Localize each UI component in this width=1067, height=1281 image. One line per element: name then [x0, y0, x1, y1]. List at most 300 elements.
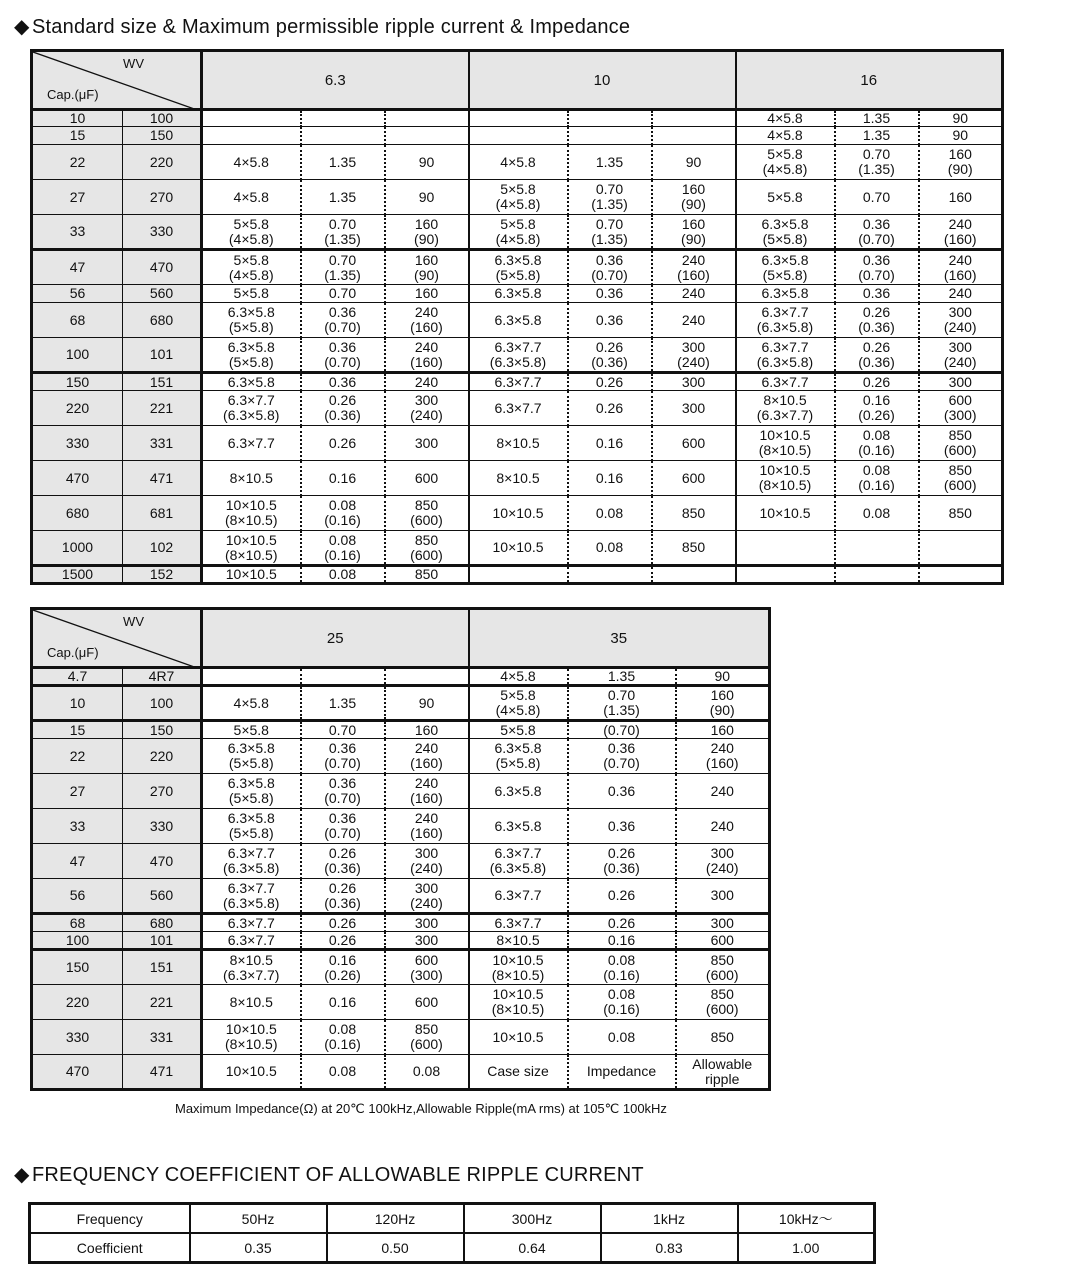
impedance-cell: 0.16 — [568, 461, 652, 496]
impedance-cell — [568, 127, 652, 145]
ripple-cell: 240 — [385, 373, 469, 391]
frequency-row — [30, 1204, 875, 1234]
impedance-cell: 1.35 — [835, 127, 919, 145]
impedance-cell: 0.26 — [301, 914, 385, 932]
cap-label: Cap.(μF) — [47, 87, 99, 102]
capacitance-cell: 10 — [32, 110, 123, 127]
impedance-cell: 0.08 — [568, 1020, 676, 1055]
capacitance-cell: 56 — [32, 879, 123, 914]
impedance-cell: 0.26 — [568, 879, 676, 914]
case-size-cell: 10×10.5 (8×10.5) — [469, 985, 568, 1020]
table-row — [32, 879, 770, 914]
table-row — [32, 285, 1003, 303]
case-size-cell: 10×10.5 (8×10.5) — [202, 531, 301, 566]
ripple-cell: 300 — [385, 932, 469, 950]
impedance-cell: 0.70 — [301, 285, 385, 303]
code-cell: 151 — [123, 373, 202, 391]
ripple-cell: 850 (600) — [676, 985, 770, 1020]
impedance-cell: 0.08 (0.16) — [835, 461, 919, 496]
capacitance-cell: 33 — [32, 809, 123, 844]
impedance-cell: 0.16 (0.26) — [301, 950, 385, 985]
case-size-cell: 4×5.8 — [469, 145, 568, 180]
ripple-cell: 850 (600) — [385, 496, 469, 531]
ripple-cell: 0.08 — [385, 1055, 469, 1090]
header-corner — [32, 609, 202, 668]
code-cell: 102 — [123, 531, 202, 566]
capacitance-cell: 10 — [32, 686, 123, 721]
case-size-cell — [469, 566, 568, 584]
impedance-cell: 0.26 (0.36) — [568, 338, 652, 373]
ripple-cell: 300 — [652, 391, 736, 426]
case-size-cell: 6.3×5.8 (5×5.8) — [736, 250, 835, 285]
case-size-cell — [469, 110, 568, 127]
code-cell: 220 — [123, 145, 202, 180]
case-size-cell: 10×10.5 (8×10.5) — [736, 461, 835, 496]
ripple-cell: Allowable ripple — [676, 1055, 770, 1090]
impedance-cell: 0.36 (0.70) — [568, 739, 676, 774]
ripple-cell: 300 — [676, 914, 770, 932]
coefficient-cell: 0.83 — [601, 1233, 738, 1263]
case-size-cell: 6.3×5.8 (5×5.8) — [202, 338, 301, 373]
impedance-cell — [301, 668, 385, 686]
case-size-cell: 6.3×7.7 (6.3×5.8) — [736, 338, 835, 373]
ripple-cell: 600 — [652, 426, 736, 461]
wv-label: WV — [123, 614, 144, 629]
table-row — [32, 373, 1003, 391]
impedance-cell: 1.35 — [835, 110, 919, 127]
case-size-cell: 6.3×5.8 (5×5.8) — [202, 739, 301, 774]
impedance-cell: 0.16 — [301, 461, 385, 496]
impedance-cell: 0.08 — [568, 531, 652, 566]
code-cell: 331 — [123, 1020, 202, 1055]
case-size-cell: 6.3×7.7 (6.3×5.8) — [202, 879, 301, 914]
case-size-cell: 6.3×5.8 — [736, 285, 835, 303]
case-size-cell: 6.3×7.7 — [469, 879, 568, 914]
impedance-cell: 0.26 — [835, 373, 919, 391]
impedance-cell: Impedance — [568, 1055, 676, 1090]
table-row — [32, 739, 770, 774]
code-cell: 270 — [123, 180, 202, 215]
impedance-cell: 0.70 (1.35) — [568, 686, 676, 721]
code-cell: 681 — [123, 496, 202, 531]
case-size-cell: 10×10.5 — [202, 1055, 301, 1090]
case-size-cell: 5×5.8 (4×5.8) — [469, 180, 568, 215]
code-cell: 560 — [123, 879, 202, 914]
frequency-cell: 120Hz — [327, 1204, 464, 1234]
ripple-cell — [652, 110, 736, 127]
ripple-cell: 160 (90) — [919, 145, 1003, 180]
ripple-cell — [652, 566, 736, 584]
ripple-cell: 160 — [385, 285, 469, 303]
ripple-cell: 240 — [919, 285, 1003, 303]
diamond-bullet-icon: ◆ — [14, 1164, 30, 1186]
ripple-cell — [652, 127, 736, 145]
code-cell: 152 — [123, 566, 202, 584]
table-row — [32, 127, 1003, 145]
voltage-header: 10 — [469, 51, 736, 110]
impedance-cell: 0.70 (1.35) — [301, 250, 385, 285]
diamond-bullet-icon: ◆ — [14, 16, 30, 38]
case-size-cell: 5×5.8 — [202, 285, 301, 303]
table-row — [32, 496, 1003, 531]
ripple-cell: 850 — [676, 1020, 770, 1055]
impedance-cell: 0.36 (0.70) — [301, 774, 385, 809]
code-cell: 220 — [123, 739, 202, 774]
case-size-cell: 6.3×5.8 — [469, 809, 568, 844]
ripple-cell: 300 (240) — [385, 844, 469, 879]
impedance-cell: (0.70) — [568, 721, 676, 739]
case-size-cell: 6.3×5.8 — [469, 285, 568, 303]
table-row — [32, 721, 770, 739]
impedance-cell: 0.08 — [568, 496, 652, 531]
impedance-cell: 0.70 — [301, 721, 385, 739]
ripple-cell: 160 (90) — [676, 686, 770, 721]
case-size-cell: 6.3×7.7 — [202, 932, 301, 950]
impedance-cell: 1.35 — [301, 180, 385, 215]
impedance-cell: 0.36 (0.70) — [835, 250, 919, 285]
capacitance-cell: 680 — [32, 496, 123, 531]
case-size-cell: 10×10.5 — [202, 566, 301, 584]
table-row — [32, 686, 770, 721]
case-size-cell: 8×10.5 — [202, 985, 301, 1020]
capacitance-cell: 4.7 — [32, 668, 123, 686]
impedance-cell: 0.08 (0.16) — [301, 531, 385, 566]
case-size-cell: 4×5.8 — [202, 686, 301, 721]
case-size-cell — [202, 127, 301, 145]
ripple-cell: 600 (300) — [385, 950, 469, 985]
frequency-cell: 50Hz — [190, 1204, 327, 1234]
capacitance-cell: 56 — [32, 285, 123, 303]
case-size-cell: 10×10.5 — [469, 1020, 568, 1055]
ripple-cell: 90 — [652, 145, 736, 180]
ripple-cell: 850 (600) — [385, 1020, 469, 1055]
capacitance-cell: 22 — [32, 145, 123, 180]
case-size-cell: 6.3×7.7 — [202, 426, 301, 461]
capacitance-cell: 33 — [32, 215, 123, 250]
ripple-cell: 850 (600) — [385, 531, 469, 566]
ripple-cell: 600 (300) — [919, 391, 1003, 426]
capacitance-cell: 27 — [32, 180, 123, 215]
impedance-cell: 0.70 (1.35) — [301, 215, 385, 250]
table-row — [32, 180, 1003, 215]
code-cell: 331 — [123, 426, 202, 461]
voltage-header-row — [32, 609, 770, 668]
table-row — [32, 303, 1003, 338]
case-size-cell: 6.3×7.7 — [736, 373, 835, 391]
case-size-cell: 6.3×5.8 (5×5.8) — [202, 809, 301, 844]
frequency-cell: 1kHz — [601, 1204, 738, 1234]
ripple-cell: 240 (160) — [385, 774, 469, 809]
case-size-cell: 6.3×5.8 — [469, 303, 568, 338]
impedance-cell: 0.36 — [568, 303, 652, 338]
impedance-cell: 0.08 — [301, 566, 385, 584]
ripple-cell: 300 (240) — [385, 391, 469, 426]
ripple-cell: 160 (90) — [652, 215, 736, 250]
capacitance-cell: 22 — [32, 739, 123, 774]
code-cell: 471 — [123, 461, 202, 496]
case-size-cell: 6.3×7.7 — [202, 914, 301, 932]
ripple-cell: 240 (160) — [676, 739, 770, 774]
ripple-cell: 90 — [919, 110, 1003, 127]
code-cell: 100 — [123, 110, 202, 127]
table-row — [32, 914, 770, 932]
case-size-cell: 6.3×5.8 (5×5.8) — [202, 303, 301, 338]
case-size-cell: 6.3×7.7 — [469, 373, 568, 391]
ripple-cell: 300 (240) — [652, 338, 736, 373]
ripple-cell: 160 (90) — [385, 215, 469, 250]
impedance-cell: 0.36 (0.70) — [301, 809, 385, 844]
capacitance-cell: 220 — [32, 391, 123, 426]
capacitance-cell: 220 — [32, 985, 123, 1020]
table-row — [32, 932, 770, 950]
ripple-cell: 300 (240) — [919, 303, 1003, 338]
ripple-cell: 300 — [652, 373, 736, 391]
ripple-cell: 850 — [652, 531, 736, 566]
impedance-cell: 0.08 (0.16) — [568, 950, 676, 985]
capacitance-cell: 150 — [32, 373, 123, 391]
code-cell: 680 — [123, 914, 202, 932]
table-row — [32, 531, 1003, 566]
impedance-cell — [568, 110, 652, 127]
ripple-cell: 90 — [919, 127, 1003, 145]
ripple-cell: 600 — [652, 461, 736, 496]
ripple-cell: 600 — [676, 932, 770, 950]
impedance-cell: 0.36 (0.70) — [568, 250, 652, 285]
frequency-coefficient-table — [28, 1202, 876, 1264]
impedance-cell: 0.36 — [301, 373, 385, 391]
ripple-cell: 240 — [652, 285, 736, 303]
ripple-cell: 240 — [676, 809, 770, 844]
table-row — [32, 145, 1003, 180]
impedance-cell: 0.36 (0.70) — [301, 338, 385, 373]
table-row — [32, 950, 770, 985]
impedance-cell: 0.08 (0.16) — [835, 426, 919, 461]
capacitance-cell: 330 — [32, 426, 123, 461]
ripple-cell: 160 (90) — [385, 250, 469, 285]
impedance-cell: 0.36 — [568, 774, 676, 809]
section-title-frequency — [14, 1162, 644, 1187]
impedance-cell: 0.26 — [301, 426, 385, 461]
code-cell: 101 — [123, 932, 202, 950]
ripple-cell: 850 (600) — [919, 461, 1003, 496]
impedance-cell: 0.26 (0.36) — [301, 391, 385, 426]
impedance-cell: 0.26 — [568, 373, 652, 391]
case-size-cell: Case size — [469, 1055, 568, 1090]
case-size-cell: 4×5.8 — [469, 668, 568, 686]
frequency-label: Frequency — [30, 1204, 190, 1234]
case-size-cell: 5×5.8 — [202, 721, 301, 739]
code-cell: 330 — [123, 809, 202, 844]
table-row — [32, 774, 770, 809]
case-size-cell: 6.3×7.7 (6.3×5.8) — [736, 303, 835, 338]
ripple-cell: 160 — [385, 721, 469, 739]
header-corner — [32, 51, 202, 110]
capacitance-cell: 15 — [32, 721, 123, 739]
frequency-cell: 10kHz～ — [738, 1204, 875, 1234]
section-title-text: FREQUENCY COEFFICIENT OF ALLOWABLE RIPPLE CURRENT — [32, 1164, 644, 1186]
code-cell: 221 — [123, 391, 202, 426]
impedance-cell: 0.08 (0.16) — [301, 496, 385, 531]
case-size-cell: 8×10.5 — [469, 426, 568, 461]
case-size-cell: 10×10.5 — [469, 496, 568, 531]
table-row — [32, 668, 770, 686]
voltage-header: 6.3 — [202, 51, 469, 110]
ripple-cell — [385, 668, 469, 686]
code-cell: 221 — [123, 985, 202, 1020]
capacitance-cell: 470 — [32, 461, 123, 496]
case-size-cell: 10×10.5 (8×10.5) — [736, 426, 835, 461]
capacitance-cell: 100 — [32, 338, 123, 373]
ripple-cell: 90 — [385, 180, 469, 215]
table-row — [32, 1055, 770, 1090]
table-row — [32, 215, 1003, 250]
ripple-cell: 90 — [676, 668, 770, 686]
spec-table-2 — [30, 607, 771, 1091]
voltage-header: 16 — [736, 51, 1003, 110]
impedance-cell: 0.08 (0.16) — [568, 985, 676, 1020]
voltage-header-row — [32, 51, 1003, 110]
ripple-cell: 300 — [919, 373, 1003, 391]
case-size-cell: 6.3×7.7 (6.3×5.8) — [469, 338, 568, 373]
case-size-cell: 10×10.5 (8×10.5) — [469, 950, 568, 985]
case-size-cell: 6.3×5.8 (5×5.8) — [202, 774, 301, 809]
impedance-cell: 0.16 — [568, 426, 652, 461]
ripple-cell: 240 — [676, 774, 770, 809]
capacitance-cell: 68 — [32, 303, 123, 338]
ripple-cell: 850 (600) — [676, 950, 770, 985]
case-size-cell: 6.3×7.7 (6.3×5.8) — [202, 844, 301, 879]
capacitance-cell: 330 — [32, 1020, 123, 1055]
table-row — [32, 426, 1003, 461]
impedance-cell: 0.36 — [835, 285, 919, 303]
impedance-cell: 0.70 (1.35) — [568, 215, 652, 250]
spec-table-1 — [30, 49, 1004, 585]
impedance-cell: 0.16 — [301, 985, 385, 1020]
ripple-cell: 850 — [919, 496, 1003, 531]
ripple-cell — [919, 531, 1003, 566]
code-cell: 101 — [123, 338, 202, 373]
table-row — [32, 844, 770, 879]
impedance-cell: 0.70 (1.35) — [835, 145, 919, 180]
case-size-cell: 6.3×7.7 — [469, 391, 568, 426]
case-size-cell: 10×10.5 (8×10.5) — [202, 1020, 301, 1055]
cap-label: Cap.(μF) — [47, 645, 99, 660]
code-cell: 4R7 — [123, 668, 202, 686]
ripple-cell: 240 (160) — [652, 250, 736, 285]
capacitance-cell: 100 — [32, 932, 123, 950]
ripple-cell: 850 (600) — [919, 426, 1003, 461]
capacitance-cell: 68 — [32, 914, 123, 932]
case-size-cell — [202, 110, 301, 127]
ripple-cell: 240 (160) — [385, 739, 469, 774]
impedance-cell: 1.35 — [568, 668, 676, 686]
case-size-cell: 4×5.8 — [202, 180, 301, 215]
ripple-cell: 300 — [385, 426, 469, 461]
case-size-cell — [736, 566, 835, 584]
code-cell: 471 — [123, 1055, 202, 1090]
capacitance-cell: 470 — [32, 1055, 123, 1090]
code-cell: 100 — [123, 686, 202, 721]
coefficient-cell: 0.50 — [327, 1233, 464, 1263]
frequency-cell: 300Hz — [464, 1204, 601, 1234]
ripple-cell: 850 — [385, 566, 469, 584]
case-size-cell: 8×10.5 (6.3×7.7) — [202, 950, 301, 985]
code-cell: 150 — [123, 127, 202, 145]
voltage-header: 25 — [202, 609, 469, 668]
ripple-cell: 600 — [385, 461, 469, 496]
case-size-cell: 6.3×5.8 — [469, 774, 568, 809]
ripple-cell: 240 (160) — [385, 809, 469, 844]
impedance-cell: 0.26 — [568, 391, 652, 426]
ripple-cell: 850 — [652, 496, 736, 531]
impedance-cell: 0.16 (0.26) — [835, 391, 919, 426]
capacitance-cell: 15 — [32, 127, 123, 145]
coefficient-cell: 0.35 — [190, 1233, 327, 1263]
impedance-cell: 0.36 (0.70) — [835, 215, 919, 250]
case-size-cell: 4×5.8 — [736, 110, 835, 127]
ripple-cell: 240 (160) — [385, 303, 469, 338]
case-size-cell: 10×10.5 — [736, 496, 835, 531]
case-size-cell: 4×5.8 — [202, 145, 301, 180]
case-size-cell: 5×5.8 (4×5.8) — [202, 215, 301, 250]
ripple-cell — [385, 127, 469, 145]
case-size-cell — [736, 531, 835, 566]
code-cell: 151 — [123, 950, 202, 985]
case-size-cell: 6.3×5.8 — [202, 373, 301, 391]
capacitance-cell: 150 — [32, 950, 123, 985]
coefficient-label: Coefficient — [30, 1233, 190, 1263]
code-cell: 470 — [123, 844, 202, 879]
capacitance-cell: 47 — [32, 844, 123, 879]
case-size-cell: 5×5.8 — [469, 721, 568, 739]
case-size-cell: 5×5.8 — [736, 180, 835, 215]
ripple-cell: 240 (160) — [919, 250, 1003, 285]
ripple-cell: 240 (160) — [919, 215, 1003, 250]
impedance-cell: 0.26 (0.36) — [568, 844, 676, 879]
case-size-cell: 6.3×5.8 (5×5.8) — [736, 215, 835, 250]
impedance-cell — [835, 531, 919, 566]
impedance-cell — [301, 110, 385, 127]
ripple-cell — [919, 566, 1003, 584]
case-size-cell: 10×10.5 (8×10.5) — [202, 496, 301, 531]
table-row — [32, 338, 1003, 373]
table-row — [32, 110, 1003, 127]
code-cell: 270 — [123, 774, 202, 809]
table-row — [32, 391, 1003, 426]
impedance-cell: 0.70 (1.35) — [568, 180, 652, 215]
code-cell: 680 — [123, 303, 202, 338]
ripple-cell: 240 (160) — [385, 338, 469, 373]
case-size-cell: 6.3×7.7 (6.3×5.8) — [469, 844, 568, 879]
case-size-cell: 5×5.8 (4×5.8) — [202, 250, 301, 285]
case-size-cell: 8×10.5 — [469, 932, 568, 950]
case-size-cell: 6.3×5.8 (5×5.8) — [469, 250, 568, 285]
ripple-cell: 160 — [676, 721, 770, 739]
ripple-cell: 600 — [385, 985, 469, 1020]
table-row — [32, 461, 1003, 496]
impedance-cell: 0.08 — [835, 496, 919, 531]
section-title-text: Standard size & Maximum permissible ripple current & Impedance — [32, 16, 631, 38]
ripple-cell: 90 — [385, 686, 469, 721]
impedance-cell — [835, 566, 919, 584]
case-size-cell: 6.3×5.8 (5×5.8) — [469, 739, 568, 774]
capacitance-cell: 1000 — [32, 531, 123, 566]
coefficient-cell: 0.64 — [464, 1233, 601, 1263]
ripple-cell: 300 — [385, 914, 469, 932]
table-row — [32, 566, 1003, 584]
impedance-cell: 1.35 — [301, 145, 385, 180]
case-size-cell: 10×10.5 — [469, 531, 568, 566]
